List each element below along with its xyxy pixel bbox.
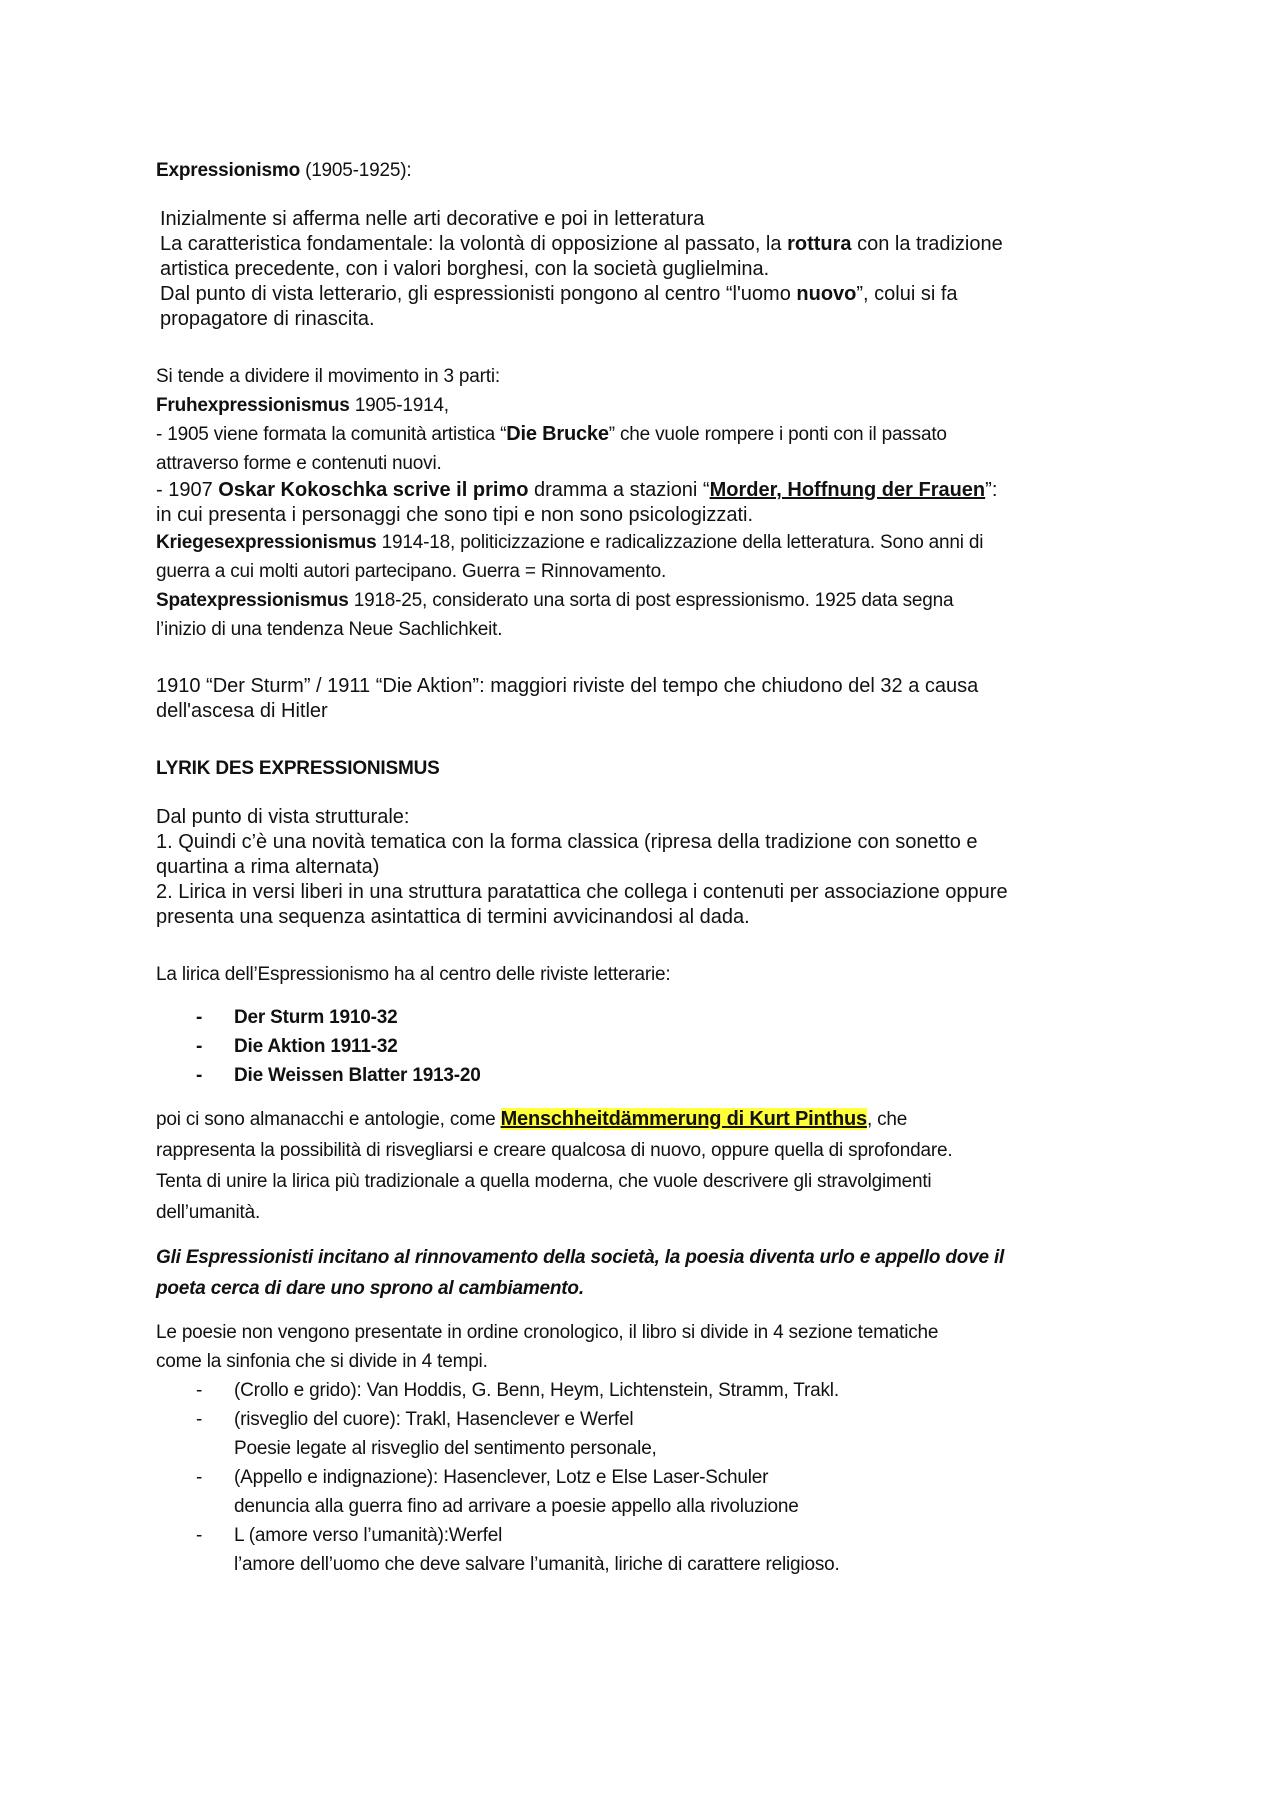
list-item: - (Crollo e grido): Van Hoddis, G. Benn, Heym, Lichtenstein, Stramm, Trakl.	[196, 1380, 839, 1401]
title-bold: Expressionismo	[156, 160, 300, 181]
list-item: - Die Weissen Blatter 1913-20	[196, 1065, 481, 1086]
brucke-bold: Die Brucke	[506, 423, 609, 445]
morder-title: Morder, Hoffnung der Frauen	[709, 479, 986, 501]
list-item: - L (amore verso l’umanità):Werfel l’amore dell’uomo che deve salvare l’umanità, liriche di carattere religioso.	[196, 1525, 840, 1575]
rottura-bold: rottura	[787, 233, 852, 255]
fruh-line: Fruhexpressionismus 1905-1914,	[156, 395, 449, 416]
spat-line-2: l’inizio di una tendenza Neue Sachlichkeit.	[156, 619, 503, 640]
brucke-line-2: attraverso forme e contenuti nuovi.	[156, 453, 442, 474]
list-item: - Der Sturm 1910-32	[196, 1007, 398, 1028]
lyrik-heading: LYRIK DES EXPRESSIONISMUS	[156, 758, 440, 779]
intro-paragraph	[156, 207, 1136, 332]
riviste-paragraph: 1910 “Der Sturm” / 1911 “Die Aktion”: maggiori riviste del tempo che chiudono del 32 a causa dell'ascesa di Hitler	[156, 675, 979, 722]
sezioni-paragraph: Le poesie non vengono presentate in ordine cronologico, il libro si divide in 4 sezione tematiche come la sinfonia che si divide in 4 tempi.	[156, 1322, 939, 1372]
intro-line: Dal punto di vista letterario, gli espressionisti pongono al centro “l'uomo nuovo”, colui si fa	[160, 283, 958, 305]
document-body	[156, 156, 1136, 1579]
list-item: - Die Aktion 1911-32	[196, 1036, 398, 1057]
list-item: - (Appello e indignazione): Hasenclever, Lotz e Else Laser-Schuler denuncia alla guerra fino ad arrivare a poesie appello alla rivoluzione	[196, 1467, 799, 1517]
sezioni-list	[156, 1376, 1136, 1579]
parts-section	[156, 362, 1136, 644]
intro-line: artistica precedente, con i valori borghesi, con la società guglielmina.	[160, 258, 770, 280]
kokoschka-line: - 1907 Oskar Kokoschka scrive il primo dramma a stazioni “Morder, Hoffnung der Frauen”:	[156, 479, 998, 501]
list-item: - (risveglio del cuore): Trakl, Hasenclever e Werfel Poesie legate al risveglio del sentimento personale,	[196, 1409, 657, 1459]
nuovo-bold: nuovo	[796, 283, 857, 305]
document-title	[156, 156, 1136, 185]
parts-intro: Si tende a dividere il movimento in 3 parti:	[156, 366, 500, 387]
spat-line: Spatexpressionismus 1918-25, considerato una sorta di post espressionismo. 1925 data segna	[156, 590, 954, 611]
title-dates: (1905-1925):	[299, 160, 412, 181]
intro-line: La caratteristica fondamentale: la volontà di opposizione al passato, la rottura con la tradizione	[160, 233, 1003, 255]
brucke-line: - 1905 viene formata la comunità artistica “Die Brucke” che vuole rompere i ponti con il passato	[156, 423, 947, 445]
krieg-line: Kriegesexpressionismus 1914-18, politicizzazione e radicalizzazione della letteratura. Sono anni di	[156, 532, 984, 553]
krieg-line-2: guerra a cui molti autori partecipano. Guerra = Rinnovamento.	[156, 561, 667, 582]
kokoschka-line-2: in cui presenta i personaggi che sono tipi e non sono psicologizzati.	[156, 504, 754, 526]
pinthus-highlight: Menschheitdämmerung di Kurt Pinthus	[500, 1108, 867, 1130]
intro-line: Inizialmente si afferma nelle arti decorative e poi in letteratura	[160, 208, 705, 230]
riviste-centro: La lirica dell’Espressionismo ha al centro delle riviste letterarie:	[156, 964, 671, 985]
bold-italic-paragraph: Gli Espressionisti incitano al rinnovamento della società, la poesia diventa urlo e appello dove il poeta cerca di dare uno sprono al cambiamento.	[156, 1247, 1005, 1299]
struttura-paragraph: Dal punto di vista strutturale: 1. Quindi c’è una novità tematica con la forma classica (ripresa della tradizione con sonetto e quartina a rima alternata) 2. Lirica in versi liberi in una struttura paratattica che collega i contenuti per associazione oppure presenta una sequenza asintattica di termini avvicinandosi al dada.	[156, 806, 1008, 928]
intro-line: propagatore di rinascita.	[160, 308, 375, 330]
riviste-list	[156, 1003, 1136, 1090]
almanacchi-paragraph: poi ci sono almanacchi e antologie, come Menschheitdämmerung di Kurt Pinthus, che rappresenta la possibilità di risvegliarsi e creare qualcosa di nuovo, oppure quella di sprofondare. Tenta di unire la lirica più tradizionale a quella moderna, che vuole descrivere gli stravolgimenti dell’umanità.	[156, 1108, 953, 1223]
